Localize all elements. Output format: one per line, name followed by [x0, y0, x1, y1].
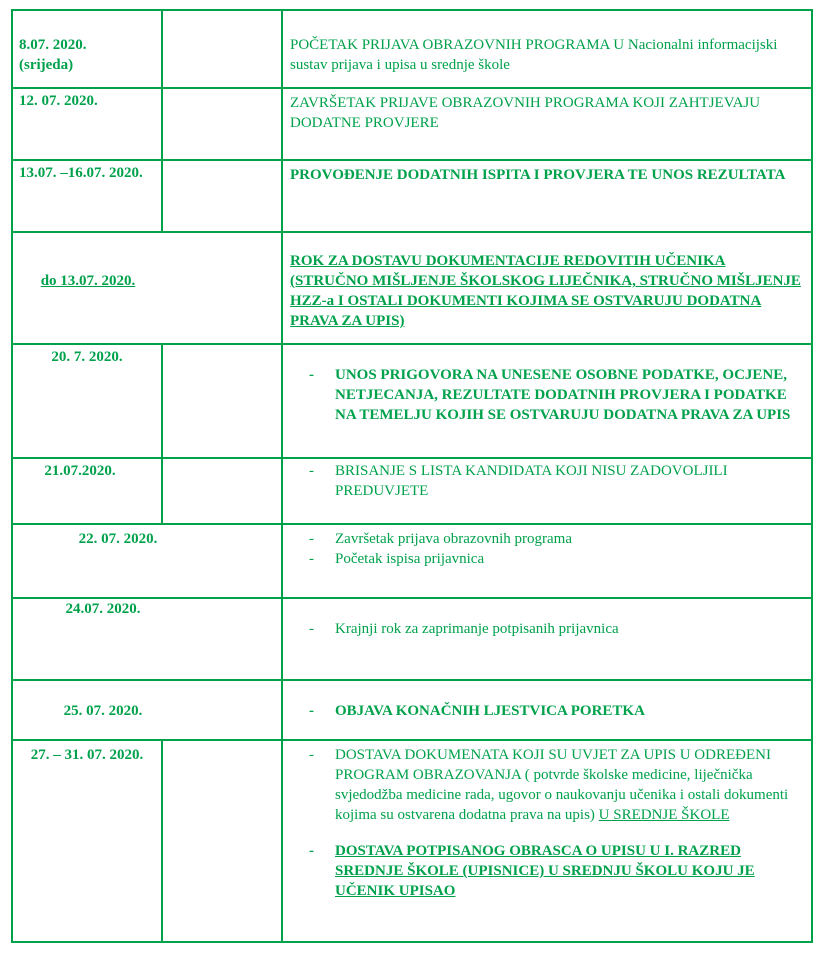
activity-cell	[282, 524, 812, 598]
activity-text: POČETAK PRIJAVA OBRAZOVNIH PROGRAMA U Nacionalni informacijski sustav prijava i upisa u srednje škole	[290, 37, 778, 73]
activity-list	[283, 599, 811, 639]
date-cell	[12, 598, 282, 680]
date-text: do 13.07. 2020.	[40, 273, 136, 289]
schedule-row	[12, 598, 812, 680]
empty-cell	[162, 88, 282, 160]
date-cell	[12, 232, 282, 344]
activity-cell	[282, 160, 812, 232]
date-text: 24.07. 2020.	[65, 601, 141, 617]
schedule-row	[12, 344, 812, 458]
date-cell	[12, 344, 162, 458]
date-cell	[12, 10, 162, 88]
activity-item: - Početak ispisa prijavnica	[283, 549, 811, 569]
date-text: 8.07. 2020.	[19, 37, 87, 53]
activity-list	[283, 681, 811, 721]
date-cell	[12, 680, 282, 740]
activity-item: - Krajnji rok za zaprimanje potpisanih prijavnica	[283, 619, 811, 639]
empty-cell	[162, 10, 282, 88]
activity-list	[283, 525, 811, 569]
empty-cell	[162, 344, 282, 458]
activity-item-suffix: U SREDNJE ŠKOLE	[598, 807, 730, 823]
activity-list	[283, 345, 811, 425]
date-cell	[12, 160, 162, 232]
date-cell	[12, 88, 162, 160]
empty-cell	[162, 740, 282, 942]
activity-item	[283, 745, 811, 825]
date-cell	[12, 740, 162, 942]
activity-item: - DOSTAVA POTPISANOG OBRASCA O UPISU U I. RAZRED SREDNJE ŠKOLE (UPISNICE) U SREDNJU ŠKOLU KOJU JE UČENIK UPISAO	[283, 841, 811, 901]
date-text: 22. 07. 2020.	[78, 531, 158, 547]
date-text: 27. – 31. 07. 2020.	[30, 747, 144, 763]
schedule-row	[12, 160, 812, 232]
activity-cell	[282, 740, 812, 942]
activity-cell	[282, 598, 812, 680]
enrollment-schedule-table	[11, 9, 813, 943]
date-text: 20. 7. 2020.	[51, 349, 123, 365]
schedule-row	[12, 680, 812, 740]
date-cell	[12, 458, 162, 524]
date-text: 12. 07. 2020.	[19, 93, 98, 109]
date-cell	[12, 524, 282, 598]
activity-cell	[282, 232, 812, 344]
activity-text: ZAVRŠETAK PRIJAVE OBRAZOVNIH PROGRAMA KOJI ZAHTJEVAJU DODATNE PROVJERE	[290, 95, 761, 131]
activity-text: PROVOĐENJE DODATNIH ISPITA I PROVJERA TE UNOS REZULTATA	[290, 167, 786, 183]
date-text: 25. 07. 2020.	[63, 703, 143, 719]
schedule-row	[12, 524, 812, 598]
date-text: 13.07. –16.07. 2020.	[19, 165, 143, 181]
activity-item: - OBJAVA KONAČNIH LJESTVICA PORETKA	[283, 701, 811, 721]
activity-cell	[282, 88, 812, 160]
activity-cell	[282, 680, 812, 740]
schedule-row	[12, 458, 812, 524]
activity-list	[283, 741, 811, 901]
schedule-row	[12, 88, 812, 160]
activity-list	[283, 459, 811, 501]
activity-item-text: DOSTAVA DOKUMENATA KOJI SU UVJET ZA UPIS U ODREĐENI PROGRAM OBRAZOVANJA ( potvrde školske medicine, liječnička svjedodžba medicine rada, ugovor o naukovanju učenika i ostali dokumenti kojima su ostvarena dodatna prava na upis)	[335, 747, 789, 823]
activity-item: - BRISANJE S LISTA KANDIDATA KOJI NISU ZADOVOLJILI PREDUVJETE	[283, 461, 811, 501]
activity-item: - UNOS PRIGOVORA NA UNESENE OSOBNE PODATKE, OCJENE, NETJECANJA, REZULTATE DODATNIH PROVJERA I PODATKE NA TEMELJU KOJIH SE OSTVARUJU DODATNA PRAVA ZA UPIS	[283, 365, 811, 425]
empty-cell	[162, 458, 282, 524]
schedule-row	[12, 740, 812, 942]
schedule-row	[12, 232, 812, 344]
empty-cell	[162, 160, 282, 232]
date-text: 21.07.2020.	[44, 463, 116, 479]
activity-cell	[282, 344, 812, 458]
activity-cell	[282, 458, 812, 524]
activity-item: - Završetak prijava obrazovnih programa	[283, 529, 811, 549]
date-note: (srijeda)	[19, 57, 74, 73]
schedule-row	[12, 10, 812, 88]
activity-text: ROK ZA DOSTAVU DOKUMENTACIJE REDOVITIH UČENIKA (STRUČNO MIŠLJENJE ŠKOLSKOG LIJEČNIKA, STRUČNO MIŠLJENJE HZZ-a I OSTALI DOKUMENTI KOJIMA SE OSTVARUJU DODATNA PRAVA ZA UPIS)	[290, 253, 801, 329]
activity-cell	[282, 10, 812, 88]
